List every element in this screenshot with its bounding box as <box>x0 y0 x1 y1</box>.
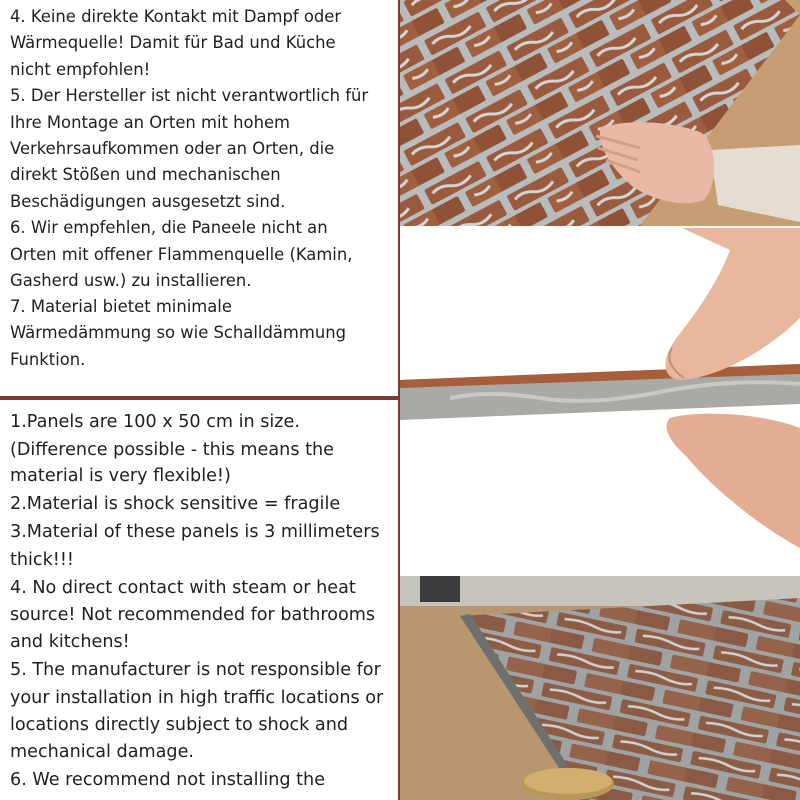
english-line: thick!!! <box>10 550 74 570</box>
english-line: mechanical damage. <box>10 742 194 762</box>
english-line: 1.Panels are 100 x 50 cm in size. <box>10 412 300 432</box>
german-line: 7. Material bietet minimale <box>10 297 232 316</box>
german-line: Orten mit offener Flammenquelle (Kamin, <box>10 245 353 264</box>
german-line: Wärmedämmung so wie Schalldämmung <box>10 323 347 342</box>
english-line: and kitchens! <box>10 632 130 652</box>
english-instructions <box>0 400 398 800</box>
english-line: (Difference possible - this means the <box>10 440 334 460</box>
german-line: 4. Keine direkte Kontakt mit Dampf oder <box>10 7 342 26</box>
text-column <box>0 0 398 800</box>
german-line: Wärmequelle! Damit für Bad und Küche <box>10 33 336 52</box>
english-line: source! Not recommended for bathrooms <box>10 605 376 625</box>
english-line: 5. The manufacturer is not responsible for <box>10 660 381 680</box>
german-line: direkt Stößen und mechanischen <box>10 165 281 184</box>
german-line: nicht empfohlen! <box>10 60 151 79</box>
german-line: Gasherd usw.) zu installieren. <box>10 271 252 290</box>
photo-panel-thickness <box>400 228 800 574</box>
english-line: 2.Material is shock sensitive = fragile <box>10 494 341 514</box>
german-instructions <box>0 0 398 398</box>
english-line: material is very flexible!) <box>10 466 231 486</box>
english-line: 4. No direct contact with steam or heat <box>10 578 356 598</box>
german-line: 6. Wir empfehlen, die Paneele nicht an <box>10 218 328 237</box>
english-line: 6. We recommend not installing the <box>10 770 326 790</box>
photo-panel-with-coin <box>400 576 800 800</box>
german-line: Beschädigungen ausgesetzt sind. <box>10 192 286 211</box>
german-line: Ihre Montage an Orten mit hohem <box>10 113 291 132</box>
german-line: Funktion. <box>10 350 86 369</box>
german-line: Verkehrsaufkommen oder an Orten, die <box>10 139 335 158</box>
photo-panel-with-hand <box>400 0 800 226</box>
english-line: locations directly subject to shock and <box>10 715 349 735</box>
english-line: your installation in high traffic locations or <box>10 688 384 708</box>
german-line: 5. Der Hersteller ist nicht verantwortlich für <box>10 86 369 105</box>
english-line: 3.Material of these panels is 3 millimeters <box>10 522 380 542</box>
